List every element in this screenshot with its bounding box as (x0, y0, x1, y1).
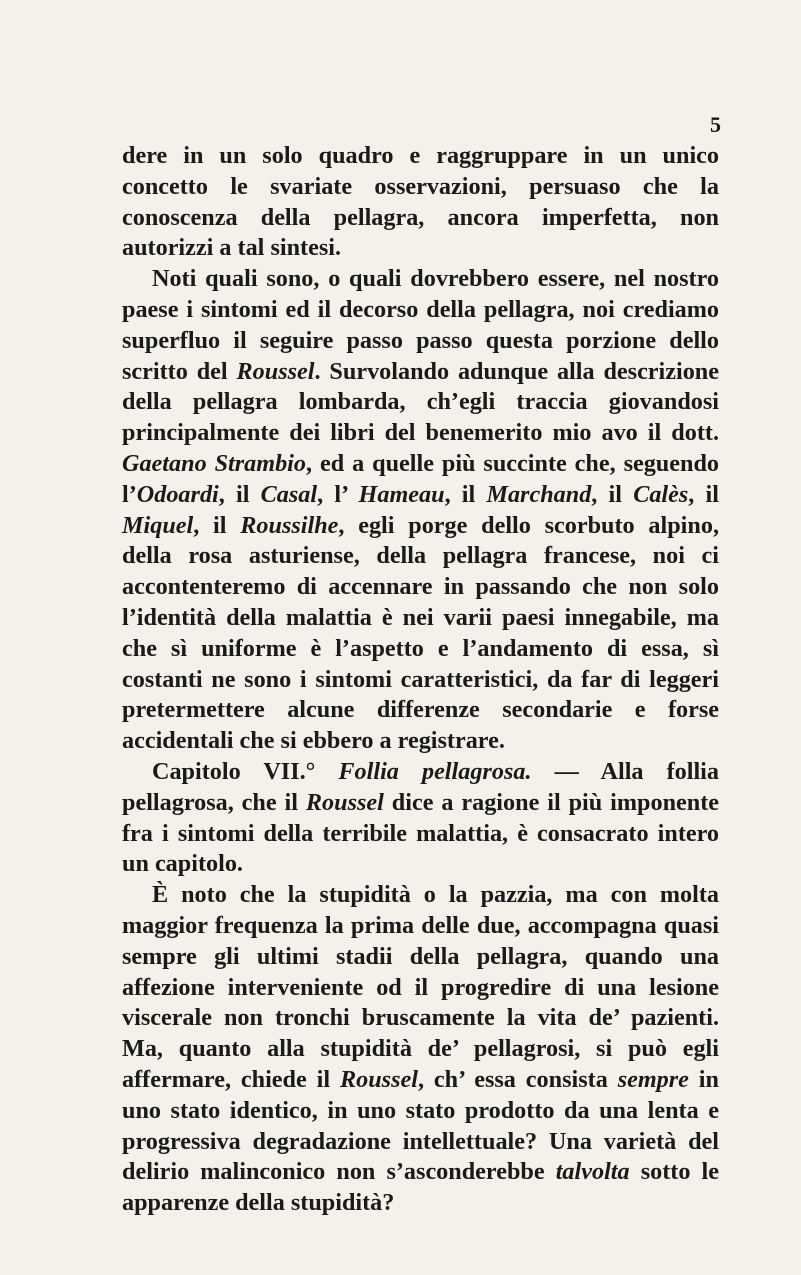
author-marchand: Marchand (486, 480, 592, 508)
p2-part-h: , il (688, 480, 719, 508)
body-text (122, 141, 719, 1219)
p3-part-c: dice a ragione il più imponente fra i sintomi della terribile malattia, è consacrato intero un capitolo. (122, 788, 719, 878)
paragraph-1 (122, 141, 719, 264)
paragraph-3 (122, 757, 719, 880)
p2-part-e: , l’ (317, 480, 359, 508)
p2-part-g: , il (591, 480, 634, 508)
p3-part-b: — Alla follia pellagrosa, che il (122, 757, 719, 816)
p2-part-c: , ed a quelle più succinte che, seguendo l’ (122, 449, 719, 508)
paragraph-4 (122, 880, 719, 1219)
p4-part-b: , ch’ essa consista (417, 1065, 618, 1093)
author-roussel-3: Roussel (339, 1065, 418, 1093)
page-number: 5 (710, 112, 721, 137)
author-hameau: Hameau (358, 480, 445, 508)
p2-part-a: Noti quali sono, o quali dovrebbero essere, nel nostro paese i sintomi ed il decorso della pellagra, noi crediamo superfluo il seguire passo passo questa porzione dello scritto del (122, 265, 719, 385)
p4-part-a: È noto che la stupidità o la pazzia, ma con molta maggior frequenza la prima delle due, accompagna quasi sempre gli ultimi stadii della pellagra, quando una affezione interveniente od il progredire di una lesione viscerale non tronchi bruscamente la vita de’ pazienti. Ma, quanto alla stupidità de’ pellagrosi, si può egli affermare, chiede il (122, 881, 719, 1093)
author-miquel: Miquel (122, 511, 194, 539)
author-roussilhe: Roussilhe (240, 511, 339, 539)
p3-part-a: Capitolo VII.° (152, 757, 339, 785)
author-cales: Calès (633, 480, 689, 508)
p2-part-d: , il (218, 480, 261, 508)
p2-part-f: , il (444, 480, 487, 508)
emphasis-talvolta: talvolta (555, 1158, 630, 1186)
author-roussel: Roussel (236, 357, 315, 385)
p2-part-i: , il (193, 511, 241, 539)
p4-part-d: sotto le apparenze della stupidità? (122, 1158, 719, 1217)
author-odoardi: Odoardi (136, 480, 219, 508)
p4-part-c: in uno stato identico, in uno stato prodotto da una lenta e progressiva degradazione intellettuale? Una varietà del delirio malinconico non s’asconderebbe (122, 1065, 719, 1186)
author-strambio: Gaetano Strambio (122, 449, 306, 477)
p2-part-j: , egli porge dello scorbuto alpino, della rosa asturiense, della pellagra francese, noi ci accontenteremo di accennare in passando che non solo l’identità della malattia è nei varii paesi innegabile, ma che sì uniforme è l’aspetto e l’andamento di essa, sì costanti ne sono i sintomi caratteristici, da far di leggeri pretermettere alcune differenze secondarie e forse accidentali che si ebbero a registrare. (122, 511, 719, 755)
author-roussel-2: Roussel (305, 788, 384, 816)
p2-part-b: . Survolando adunque alla descrizione della pellagra lombarda, ch’egli traccia giovandosi principalmente dei libri del benemerito mio avo il dott. (122, 357, 719, 447)
emphasis-sempre: sempre (617, 1065, 689, 1093)
author-casal: Casal (260, 480, 318, 508)
paragraph-1-text: dere in un solo quadro e raggruppare in un unico concetto le svariate osservazioni, persuaso che la conoscenza della pellagra, ancora imperfetta, non autorizzi a tal sintesi. (122, 142, 719, 262)
paragraph-2 (122, 264, 719, 757)
chapter-title: Follia pellagrosa. (338, 757, 532, 785)
